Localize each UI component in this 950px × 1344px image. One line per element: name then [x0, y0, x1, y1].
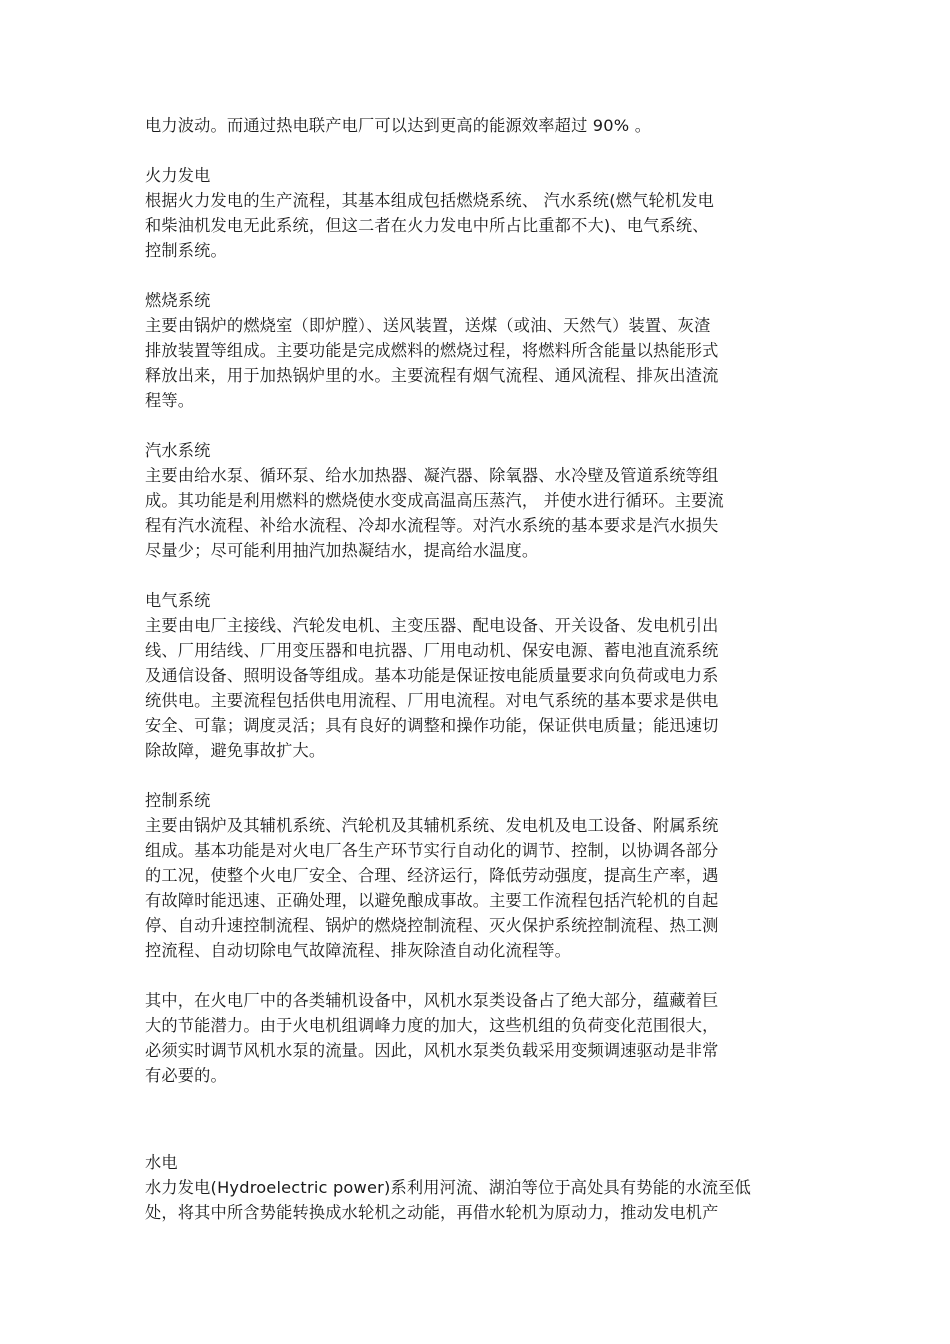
spacer [145, 1088, 810, 1138]
paragraph-line: 除故障，避免事故扩大。 [145, 741, 326, 760]
paragraph-line: 停、自动升速控制流程、锅炉的燃烧控制流程、灭火保护系统控制流程、热工测 [145, 916, 719, 935]
spacer [145, 763, 810, 788]
section-heading: 汽水系统 [145, 441, 211, 460]
paragraph-line: 程等。 [145, 391, 195, 410]
paragraph-line: 的工况，使整个火电厂安全、合理、经济运行，降低劳动强度，提高生产率，遇 [145, 866, 719, 885]
section-heading: 水电 [145, 1153, 178, 1172]
paragraph-line: 组成。基本功能是对火电厂各生产环节实行自动化的调节、控制，以协调各部分 [145, 841, 719, 860]
paragraph-line: 主要由锅炉及其辅机系统、汽轮机及其辅机系统、发电机及电工设备、附属系统 [145, 816, 719, 835]
paragraph-line: 成。其功能是利用燃料的燃烧使水变成高温高压蒸汽， 并使水进行循环。主要流 [145, 491, 724, 510]
section-heading: 电气系统 [145, 591, 211, 610]
paragraph-line: 大的节能潜力。由于火电机组调峰力度的加大，这些机组的负荷变化范围很大， [145, 1016, 719, 1035]
paragraph-line: 控流程、自动切除电气故障流程、排灰除渣自动化流程等。 [145, 941, 572, 960]
section-heading: 控制系统 [145, 791, 211, 810]
paragraph-line: 处，将其中所含势能转换成水轮机之动能，再借水轮机为原动力，推动发电机产 [145, 1203, 719, 1222]
section-steam-water-system [145, 438, 810, 563]
paragraph-line: 释放出来，用于加热锅炉里的水。主要流程有烟气流程、通风流程、排灰出渣流 [145, 366, 719, 385]
spacer [145, 138, 810, 163]
spacer [145, 1138, 810, 1150]
intro-line: 电力波动。而通过热电联产电厂可以达到更高的能源效率超过 90% 。 [145, 116, 652, 135]
paragraph-line: 和柴油机发电无此系统，但这二者在火力发电中所占比重都不大)、电气系统、 [145, 216, 709, 235]
paragraph-line: 必须实时调节风机水泵的流量。因此，风机水泵类负载采用变频调速驱动是非常 [145, 1041, 719, 1060]
paragraph-line: 其中，在火电厂中的各类辅机设备中，风机水泵类设备占了绝大部分，蕴藏着巨 [145, 991, 719, 1010]
paragraph-line: 排放装置等组成。主要功能是完成燃料的燃烧过程，将燃料所含能量以热能形式 [145, 341, 719, 360]
paragraph-line: 主要由锅炉的燃烧室（即炉膛）、送风装置，送煤（或油、天然气）装置、灰渣 [145, 316, 711, 335]
section-electrical-system [145, 588, 810, 763]
paragraph-line: 及通信设备、照明设备等组成。基本功能是保证按电能质量要求向负荷或电力系 [145, 666, 719, 685]
section-hydropower [145, 1150, 810, 1225]
document-page [145, 113, 810, 1225]
section-thermal-power [145, 163, 810, 263]
paragraph-line: 尽量少；尽可能利用抽汽加热凝结水，提高给水温度。 [145, 541, 539, 560]
paragraph-line: 根据火力发电的生产流程，其基本组成包括燃烧系统、 汽水系统(燃气轮机发电 [145, 191, 715, 210]
closing-paragraph [145, 988, 810, 1088]
section-heading: 火力发电 [145, 166, 211, 185]
section-control-system [145, 788, 810, 963]
paragraph-line: 有必要的。 [145, 1066, 227, 1085]
paragraph-line: 线、厂用结线、厂用变压器和电抗器、厂用电动机、保安电源、蓄电池直流系统 [145, 641, 719, 660]
paragraph-line: 主要由给水泵、循环泵、给水加热器、凝汽器、除氧器、水冷壁及管道系统等组 [145, 466, 719, 485]
paragraph-line: 安全、可靠；调度灵活；具有良好的调整和操作功能，保证供电质量；能迅速切 [145, 716, 719, 735]
paragraph-line: 程有汽水流程、补给水流程、冷却水流程等。对汽水系统的基本要求是汽水损失 [145, 516, 719, 535]
section-heading: 燃烧系统 [145, 291, 211, 310]
spacer [145, 963, 810, 988]
spacer [145, 263, 810, 288]
paragraph-line: 有故障时能迅速、正确处理，以避免酿成事故。主要工作流程包括汽轮机的自起 [145, 891, 719, 910]
section-combustion-system [145, 288, 810, 413]
spacer [145, 413, 810, 438]
paragraph-line: 控制系统。 [145, 241, 227, 260]
spacer [145, 563, 810, 588]
paragraph-line: 水力发电(Hydroelectric power)系利用河流、湖泊等位于高处具有势能的水流至低 [145, 1178, 752, 1197]
paragraph-line: 主要由电厂主接线、汽轮发电机、主变压器、配电设备、开关设备、发电机引出 [145, 616, 719, 635]
paragraph-line: 统供电。主要流程包括供电用流程、厂用电流程。对电气系统的基本要求是供电 [145, 691, 719, 710]
